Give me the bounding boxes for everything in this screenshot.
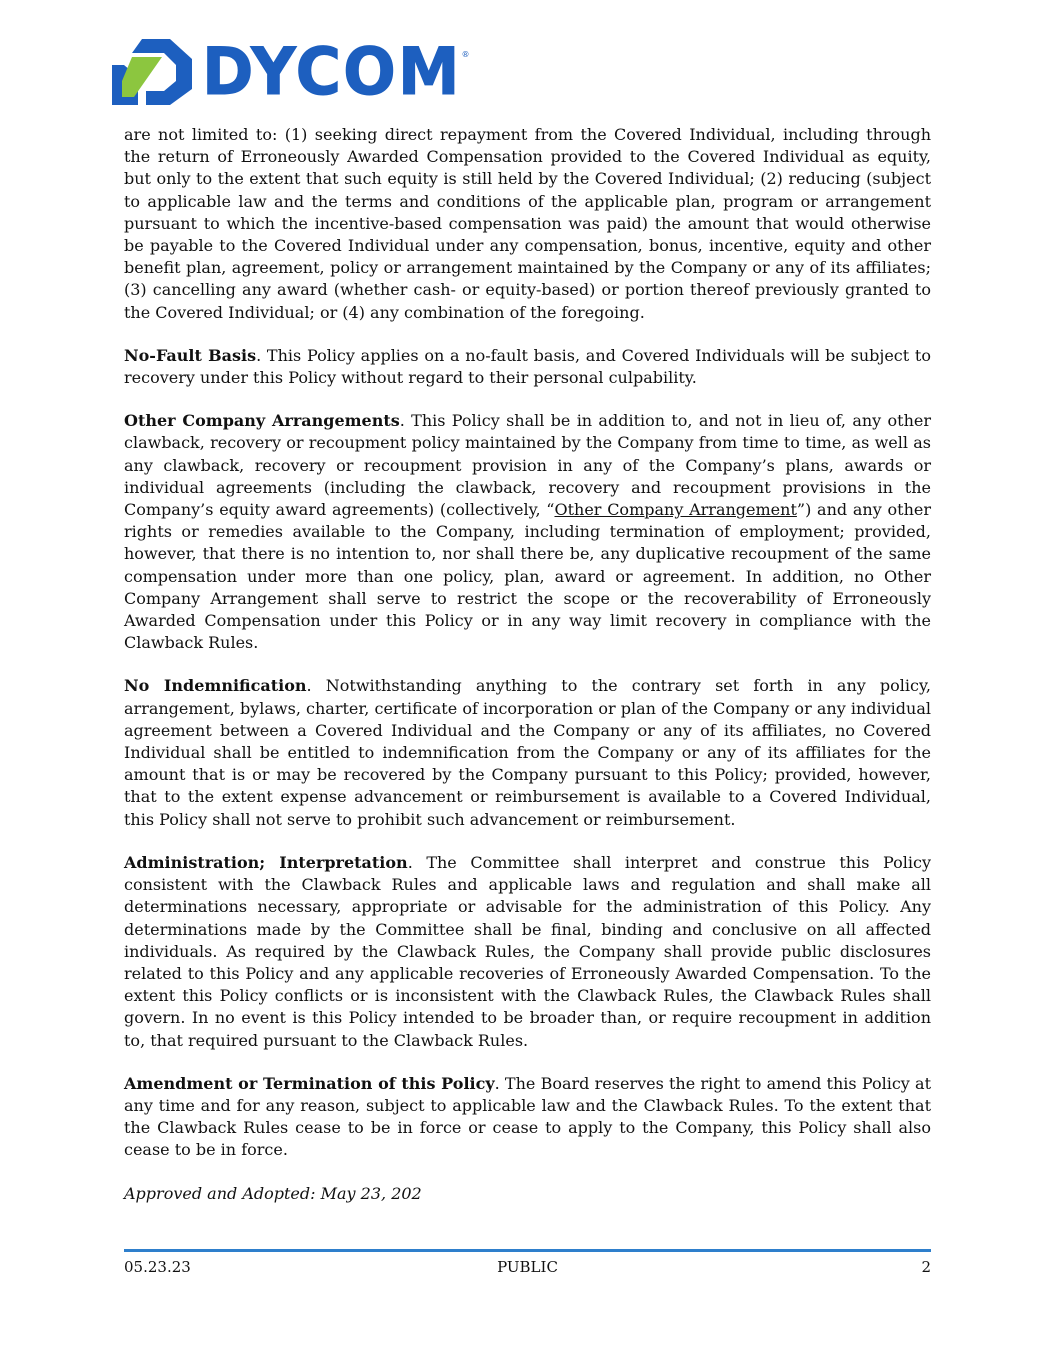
administration-text: . The Committee shall interpret and construe this Policy consistent with the Clawback Rules and applicable laws and regulation and shall make all determinations necessary, appropriate or advisable for the administration of this Policy. Any determinations made by the Committee shall be final, binding and conclusive on all affected individuals. As required by the Clawback Rules, the Company shall provide public disclosures related to this Policy and any applicable recoveries of Erroneously Awarded Compensation. To the extent this Policy conflicts or is inconsistent with the Clawback Rules, the Clawback Rules shall govern. In no event is this Policy intended to be broader than, or require recoupment in addition to, that required pursuant to the Clawback Rules.: [124, 852, 931, 1050]
footer-classification: PUBLIC: [497, 1258, 558, 1276]
other-arrangements-heading: Other Company Arrangements: [124, 411, 400, 431]
dycom-logo: [112, 33, 470, 110]
other-arrangements-text-b: ”) and any other rights or remedies available to the Company, including termination of employment; provided, however, that there is no intention to, nor shall there be, any duplicative recoupment of the same compensation under more than one policy, plan, award or agreement. In addition, no Other Company Arrangement shall serve to restrict the scope or the recoverability of Erroneously Awarded Compensation under this Policy or in any way limit recovery in compliance with the Clawback Rules.: [124, 500, 931, 653]
document-body: [124, 124, 931, 1226]
defined-term: Other Company Arrangement: [554, 500, 797, 520]
intro-paragraph: are not limited to: (1) seeking direct repayment from the Covered Individual, including through the return of Erroneously Awarded Compensation provided to the Covered Individual as equity, but only to the extent that such equity is still held by the Covered Individual; (2) reducing (subject to applicable law and the terms and conditions of the applicable plan, program or arrangement pursuant to which the incentive-based compensation was paid) the amount that would otherwise be payable to the Covered Individual under any compensation, bonus, incentive, equity and other benefit plan, agreement, policy or arrangement maintained by the Company or any of its affiliates; (3) cancelling any award (whether cash- or equity-based) or portion thereof previously granted to the Covered Individual; or (4) any combination of the foregoing.: [124, 125, 931, 322]
other-arrangements-text-a: . This Policy shall be in addition to, and not in lieu of, any other clawback, recovery or recoupment policy maintained by the Company from time to time, as well as any clawback, recovery or recoupment provision in any of the Company’s plans, awards or individual agreements (including the clawback, recovery and recoupment provisions in the Company’s equity award agreements) (collectively, “: [124, 411, 932, 520]
no-fault-section: [124, 345, 931, 389]
page-number: 2: [921, 1258, 931, 1276]
approval-line: Approved and Adopted: May 23, 202: [124, 1183, 422, 1203]
footer-divider: [124, 1249, 931, 1252]
no-indemnification-text: . Notwithstanding anything to the contrary set forth in any policy, arrangement, bylaws, charter, certificate of incorporation or plan of the Company or any individual agreement between a Covered Individual and the Company or any of its affiliates, no Covered Individual shall be entitled to indemnification from the Company or any of its affiliates for the amount that is or may be recovered by the Company pursuant to this Policy; provided, however, that to the extent expense advancement or reimbursement is available to a Covered Individual, this Policy shall not serve to prohibit such advancement or reimbursement.: [124, 676, 931, 829]
page-footer: [124, 1258, 931, 1276]
administration-heading: Administration; Interpretation: [124, 852, 408, 872]
no-indemnification-section: [124, 675, 931, 830]
amendment-text: . The Board reserves the right to amend this Policy at any time and for any reason, subject to applicable law and the Clawback Rules. To the extent that the Clawback Rules cease to be in force or cease to apply to the Company, this Policy shall also cease to be in force.: [124, 1073, 931, 1160]
logo-wordmark: DYCOM: [202, 33, 462, 110]
footer-date: 05.23.23: [124, 1258, 191, 1276]
amendment-heading: Amendment or Termination of this Policy: [124, 1073, 495, 1093]
administration-section: [124, 852, 931, 1052]
dycom-logo-mark-icon: [112, 37, 194, 107]
other-arrangements-section: [124, 410, 931, 654]
registered-mark: ®: [461, 50, 470, 59]
no-fault-heading: No-Fault Basis: [124, 345, 257, 365]
amendment-section: [124, 1073, 931, 1162]
no-fault-text: . This Policy applies on a no-fault basis, and Covered Individuals will be subject to recovery under this Policy without regard to their personal culpability.: [124, 345, 931, 388]
no-indemnification-heading: No Indemnification: [124, 676, 307, 696]
